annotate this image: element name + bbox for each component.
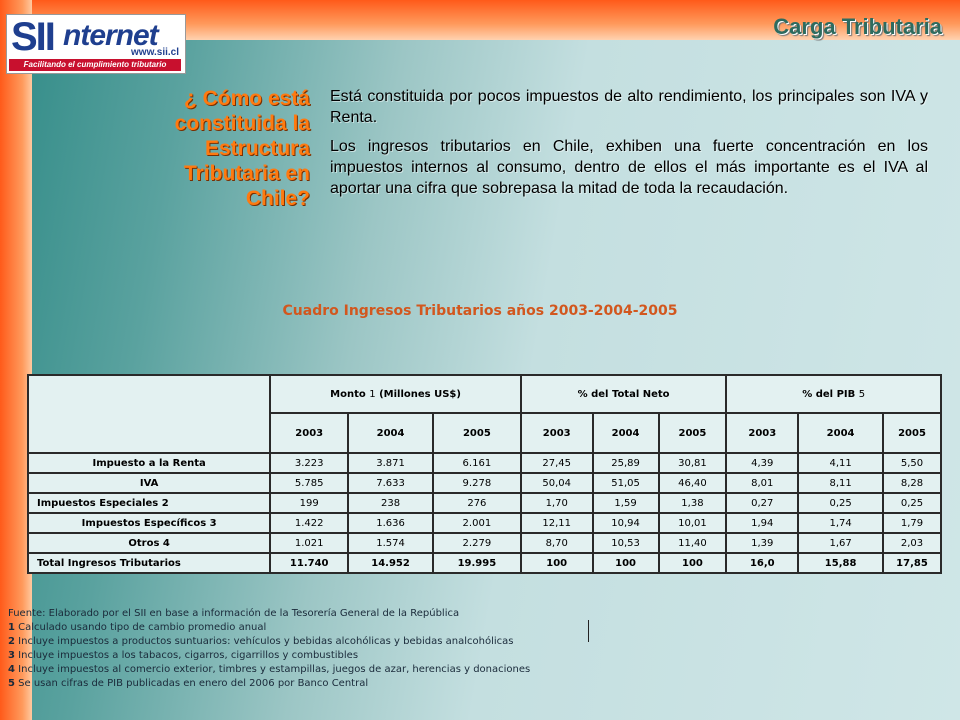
table-cell: 2,03 — [883, 533, 941, 553]
table-cell: 4,39 — [726, 453, 798, 473]
source-note: Fuente: Elaborado por el SII en base a información de la Tesorería General de la República — [8, 608, 460, 619]
table-cell: 2.001 — [433, 513, 521, 533]
footnote-number: 5 — [8, 678, 15, 689]
year-header: 2003 — [270, 413, 348, 453]
table-cell: 11.740 — [270, 553, 348, 573]
text-cursor — [588, 620, 589, 642]
table-cell: 19.995 — [433, 553, 521, 573]
table-cell: 1,94 — [726, 513, 798, 533]
table-cell: 12,11 — [521, 513, 593, 533]
row-label: IVA — [28, 473, 270, 493]
group-label: % del PIB — [802, 388, 856, 400]
footnotes — [8, 607, 628, 691]
table-cell: 1,67 — [798, 533, 883, 553]
year-header: 2005 — [883, 413, 941, 453]
table-cell: 15,88 — [798, 553, 883, 573]
row-label: Total Ingresos Tributarios — [28, 553, 270, 573]
sii-logo — [6, 14, 186, 74]
group-label: Monto — [330, 388, 366, 400]
table-cell: 0,25 — [883, 493, 941, 513]
table-cell: 1.422 — [270, 513, 348, 533]
footnote-number: 3 — [8, 650, 15, 661]
table-cell: 27,45 — [521, 453, 593, 473]
year-header: 2004 — [348, 413, 433, 453]
group-note: 5 — [858, 388, 866, 400]
table-cell: 8,70 — [521, 533, 593, 553]
table-cell: 30,81 — [659, 453, 727, 473]
table-cell: 51,05 — [593, 473, 659, 493]
row-label: Impuestos Especiales 2 — [28, 493, 270, 513]
row-label: Otros 4 — [28, 533, 270, 553]
table-cell: 238 — [348, 493, 433, 513]
table-cell: 8,01 — [726, 473, 798, 493]
table-cell: 0,27 — [726, 493, 798, 513]
table-cell: 199 — [270, 493, 348, 513]
table-cell: 46,40 — [659, 473, 727, 493]
table-cell: 1,39 — [726, 533, 798, 553]
footnote-number: 2 — [8, 636, 15, 647]
year-header: 2005 — [433, 413, 521, 453]
table-cell: 1,70 — [521, 493, 593, 513]
logo-brand-a: SII — [11, 15, 54, 59]
table-cell: 10,53 — [593, 533, 659, 553]
table-cell: 5,50 — [883, 453, 941, 473]
year-header: 2004 — [798, 413, 883, 453]
group-unit: (Millones US$) — [379, 388, 461, 400]
table-cell: 11,40 — [659, 533, 727, 553]
table-cell: 9.278 — [433, 473, 521, 493]
table-row — [28, 493, 941, 513]
footnote — [8, 635, 628, 649]
table-cell: 276 — [433, 493, 521, 513]
table-cell: 4,11 — [798, 453, 883, 473]
table-cell: 50,04 — [521, 473, 593, 493]
table-cell: 7.633 — [348, 473, 433, 493]
table-cell: 1.021 — [270, 533, 348, 553]
table-row — [28, 513, 941, 533]
row-label: Impuestos Específicos 3 — [28, 513, 270, 533]
logo-brand-b: nternet — [63, 19, 158, 52]
table-cell: 10,01 — [659, 513, 727, 533]
footnote-text: Incluye impuestos a los tabacos, cigarros, cigarrillos y combustibles — [18, 650, 359, 661]
table-cell: 2.279 — [433, 533, 521, 553]
tax-revenue-table — [27, 374, 942, 574]
footnote — [8, 621, 628, 635]
table-cell: 1.636 — [348, 513, 433, 533]
footnote — [8, 677, 628, 691]
page-title: Carga Tributaria — [773, 14, 942, 39]
table-cell: 3.871 — [348, 453, 433, 473]
table-cell: 100 — [521, 553, 593, 573]
group-header-monto — [270, 375, 521, 413]
table-row — [28, 453, 941, 473]
footnote-number: 4 — [8, 664, 15, 675]
logo-url: www.sii.cl — [131, 47, 179, 58]
table-cell: 10,94 — [593, 513, 659, 533]
footnote-text: Incluye impuestos al comercio exterior, timbres y estampillas, juegos de azar, herencias y donaciones — [18, 664, 531, 675]
group-header-total-neto: % del Total Neto — [521, 375, 727, 413]
footnote-text: Incluye impuestos a productos suntuarios: vehículos y bebidas alcohólicas y bebidas analcohólicas — [18, 636, 514, 647]
table-cell: 17,85 — [883, 553, 941, 573]
table-total-row — [28, 553, 941, 573]
question-heading: ¿ Cómo está constituida la Estructura Tributaria en Chile? — [174, 87, 310, 210]
table-cell: 1,38 — [659, 493, 727, 513]
table-row — [28, 473, 941, 493]
table-cell: 1,79 — [883, 513, 941, 533]
corner-cell — [28, 375, 270, 453]
table-title: Cuadro Ingresos Tributarios años 2003-2004-2005 — [282, 303, 678, 319]
footnote-text: Se usan cifras de PIB publicadas en enero del 2006 por Banco Central — [18, 678, 369, 689]
table-cell: 0,25 — [798, 493, 883, 513]
group-header-pib — [726, 375, 941, 413]
footnote-number: 1 — [8, 622, 15, 633]
row-label: Impuesto a la Renta — [28, 453, 270, 473]
group-note: 1 — [369, 388, 376, 400]
footnote-text: Calculado usando tipo de cambio promedio anual — [18, 622, 267, 633]
table-cell: 1,74 — [798, 513, 883, 533]
table-cell: 1,59 — [593, 493, 659, 513]
logo-tagline: Facilitando el cumplimiento tributario — [9, 59, 181, 71]
table-cell: 100 — [593, 553, 659, 573]
intro-paragraph: Los ingresos tributarios en Chile, exhiben una fuerte concentración en los impuestos internos al consumo, dentro de ellos el más importante es el IVA al aportar una cifra que sobrepasa la mitad de toda la recaudación. — [330, 138, 928, 197]
footnote — [8, 649, 628, 663]
table-cell: 5.785 — [270, 473, 348, 493]
table-cell: 1.574 — [348, 533, 433, 553]
footnote — [8, 663, 628, 677]
intro-text — [330, 86, 928, 207]
table-cell: 25,89 — [593, 453, 659, 473]
table-cell: 100 — [659, 553, 727, 573]
table-row — [28, 533, 941, 553]
intro-paragraph: Está constituida por pocos impuestos de alto rendimiento, los principales son IVA y Renta. — [330, 88, 928, 126]
table-cell: 6.161 — [433, 453, 521, 473]
table-group-header — [28, 375, 941, 413]
table-cell: 14.952 — [348, 553, 433, 573]
table-cell: 16,0 — [726, 553, 798, 573]
table-cell: 8,11 — [798, 473, 883, 493]
year-header: 2005 — [659, 413, 727, 453]
year-header: 2003 — [521, 413, 593, 453]
year-header: 2004 — [593, 413, 659, 453]
table-cell: 3.223 — [270, 453, 348, 473]
table-cell: 8,28 — [883, 473, 941, 493]
year-header: 2003 — [726, 413, 798, 453]
